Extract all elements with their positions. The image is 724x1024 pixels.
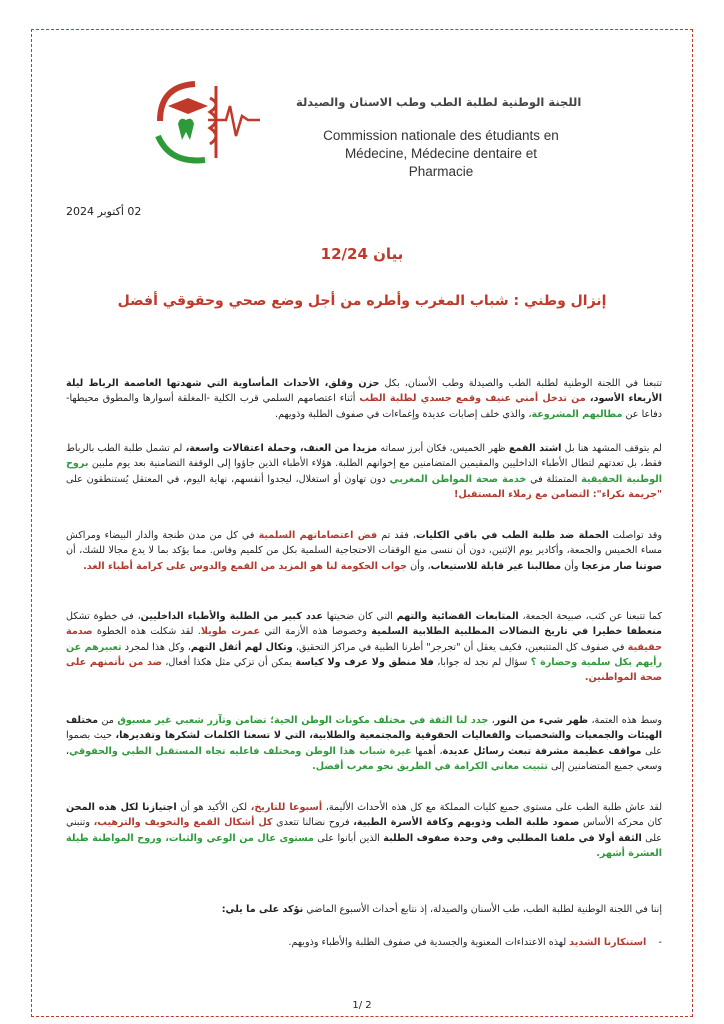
- text: كان محركه الأساس: [579, 817, 662, 829]
- text-bold: مزيدا من العنف، وحملة اعتقالات واسعة،: [185, 443, 378, 454]
- text: وأن: [561, 560, 582, 572]
- text: وقد تواصلت: [608, 530, 662, 541]
- text: لم تشمل طلبة الطب بالرباط فقط، بل تعدتهم لتطال الأطباء الداخليين والمقيمين المتضامنين مع إخوانهم الطلبة. هؤلاء الأطباء الذين جاؤوا إلى الوقفة التضامنية بعد يوم ملبين: [66, 443, 662, 470]
- text-bold: الاعتداءات المعنوية والجسدية: [429, 937, 546, 948]
- text: . لقد شكلت هذه الخطوة: [92, 626, 201, 638]
- text-green: خدمة صحة المواطن المغربي: [389, 473, 527, 485]
- text-red: "جريمة نكراء": التضامن مع زملاء المستقبل!: [454, 488, 662, 500]
- commission-logo: [150, 76, 270, 166]
- text: فروح نضالنا تتعدى: [272, 817, 354, 829]
- text-red: جواب الحكومة لنا هو المزيد من القمع والدوس على كرامة أطباء الغد.: [83, 560, 408, 572]
- text-red: فض اعتصاماتهم السلمية: [258, 530, 378, 541]
- text: تتبعنا في اللجنة الوطنية لطلبة الطب والصيدلة وطب الأسنان، بكل: [379, 378, 662, 389]
- text-bold: الثقة أولا في ملفنا المطلبي وفي وحدة صفوف الطلبة: [383, 832, 642, 844]
- text-red: كل أشكال القمع والتخويف والترهيب،: [93, 817, 273, 829]
- text: وتنبني على: [66, 817, 662, 844]
- text: أثناء اعتصامهم السلمي قرب الكلية -المغلقة أسوارها والمطوق محيطها- دفاعا عن: [66, 393, 662, 420]
- text: لكن الأكيد هو أن: [176, 802, 251, 813]
- header-arabic-name: اللجنة الوطنية لطلبة الطب وطب الاسنان والصيدلة: [296, 95, 582, 109]
- header-french-line1: Commission nationale des étudiants en: [323, 128, 559, 143]
- text: المتمثلة في: [526, 473, 582, 485]
- text-green: مطالبهم المشروعة: [531, 408, 623, 420]
- paragraph-5: [66, 713, 662, 774]
- text: ، وأن: [407, 560, 431, 572]
- text-green: غيرة شباب هذا الوطن ومختلف فاعليه تجاه المستقبل الطبي والحقوقي: [69, 745, 412, 757]
- text: يمكن أن تزكي مثل هكذا أفعال،: [161, 656, 296, 668]
- text: في كل من مدن طنجة والدار البيضاء ومراكش مساء الخميس والجمعة، وأكادير يوم الإثنين، دون أن ننسى منع الوقفات الاحتجاجية السلمية بكل من كلميم وفاس. مما يؤكد بما لا يدع مجالا للشك، أن: [66, 530, 662, 557]
- text: ، وسعي جميع المتضامنين إلى: [66, 745, 662, 772]
- text: دون تهاون أو استغلال، ليجدوا أنفسهم، نهاية اليوم، في المعتقل يُستنطقون على: [66, 473, 390, 485]
- document-date: 02 أكتوبر 2024: [66, 205, 142, 218]
- text: سؤال لم نجد له جوابا،: [433, 656, 531, 668]
- text-red: عمرت طويلا: [200, 626, 261, 638]
- list-item: [66, 937, 662, 948]
- text-green: تعبيرهم عن رأيهم بكل سلمية وحضارة ؟: [66, 641, 662, 668]
- statement-title: بيان 12/24: [320, 245, 404, 263]
- text: في صفوف كل المتتبعين، فكيف يعقل أن "تجرجر" أطرنا الطبية في مراكز التحقيق،: [292, 641, 628, 653]
- text: ، فقد تم: [377, 530, 416, 541]
- text: ، في خطوة تشكل: [66, 611, 141, 622]
- text: إننا في اللجنة الوطنية لطلبة الطب، طب الأسنان والصيدلة، إذ نتابع أحداث الأسبوع الماضي: [303, 904, 662, 915]
- text-green: جدد لنا الثقة في مختلف مكونات الوطن الحية؛ تضامن وتآزر شعبي غير مسبوق: [117, 715, 489, 726]
- text-bold: صوتنا صار مزعجا: [581, 560, 662, 572]
- text: الذين أبانوا على: [313, 832, 384, 844]
- text-bold: وتكال لهم أثقل التهم: [190, 641, 293, 653]
- text-bold: اجتيازنا لكل هذه المحن: [66, 802, 177, 813]
- text-bold: حزن وقلق، الأحداث المأساوية التي شهدتها العاصمة الرباط ليلة الأربعاء الأسود،: [66, 378, 662, 405]
- paragraph-1: [66, 376, 662, 422]
- text-bold: مختلف الهيئات والجمعيات والشخصيات والفعاليات الحقوقية والمجتمعية والطلابية، التي لا تسعنا الكلمات لشكرها وتقديرها،: [66, 715, 662, 742]
- text: ، وكل هذا لمجرد: [121, 641, 191, 653]
- text-bold: فلا منطق ولا عرف ولا كياسة: [295, 656, 434, 668]
- text: في صفوف الطلبة والأطباء وذويهم.: [288, 937, 430, 948]
- text: ، والذي خلف إصابات عديدة وإغماءات في صفوف الطلبة وذويهم.: [275, 408, 532, 420]
- text-bold: نؤكد على ما يلي:: [221, 904, 304, 915]
- text-green: بروح الوطنية الحقيقية: [66, 458, 663, 485]
- text-green: مستوى عال من الوعي والثبات، وروح المواطنة طيلة العشرة أشهر.: [66, 832, 662, 859]
- page-number: 1/ 2: [352, 1000, 372, 1011]
- text-bold: ظهر شيء من النور: [494, 715, 589, 726]
- header-french-line3: Pharmacie: [408, 164, 474, 179]
- text-red: أسبوعا للتاريخ،: [250, 802, 323, 813]
- text-bold: صمود طلبة الطب وذويهم وكافة الأسرة الطبية،: [353, 817, 580, 829]
- text-bold: اشتد القمع: [508, 443, 562, 454]
- text-red: صدمة حقيقية: [66, 626, 662, 653]
- header-french-line2: Médecine, Médecine dentaire et: [344, 146, 538, 161]
- bullet-dash: -: [646, 937, 662, 948]
- paragraph-6: [66, 800, 662, 861]
- text-bold: منعطفا خطيرا في تاريخ النضالات المطلبية الطلابية السلمية: [371, 626, 662, 638]
- text: لقد عاش طلبة الطب على مستوى جميع كليات المملكة مع كل هذه الأحداث الأليمة،: [322, 802, 663, 813]
- text-bold: مطالبنا غير قابلة للاستيعاب: [430, 560, 562, 572]
- text-bold: المتابعات القضائية والتهم: [396, 611, 519, 622]
- header-french-name: [306, 127, 576, 181]
- text: التي كان ضحيتها: [322, 611, 397, 622]
- text-green: تثبيت معاني الكرامة في الطريق نحو مغرب أفضل.: [312, 760, 548, 772]
- text: ، أهمها: [411, 745, 443, 757]
- text-bold: الحملة ضد طلبة الطب في باقي الكليات: [415, 530, 609, 541]
- text: ،: [488, 715, 495, 726]
- text: وسط هذه العتمة،: [588, 715, 662, 726]
- text-bold: مواقف عظيمة مشرفة تبعث رسائل عديدة: [442, 745, 642, 757]
- paragraph-4: [66, 609, 662, 685]
- text-bold: عدد كبير من الطلبة والأطباء الداخليين: [140, 611, 323, 622]
- paragraph-2: [66, 441, 662, 502]
- text: كما تتبعنا عن كثب، صبيحة الجمعة،: [518, 611, 662, 622]
- text: وخصوصا هذه الأزمة التي: [260, 626, 372, 638]
- text: لم يتوقف المشهد هنا بل: [561, 443, 662, 454]
- paragraph-7: [66, 902, 662, 917]
- text: من: [98, 715, 118, 726]
- text: ظهر الخميس، فكان أبرز سماته: [377, 443, 509, 454]
- text: حيث بصموا على: [66, 730, 662, 757]
- headline: إنزال وطني : شباب المغرب وأطره من أجل وضع صحي وحقوقي أفضل: [117, 293, 607, 309]
- text-red: استنكارنا الشديد: [569, 937, 647, 948]
- paragraph-3: [66, 528, 662, 574]
- text-red: من تدخل أمني عنيف وقمع جسدي لطلبة الطب: [359, 393, 586, 405]
- text: لهذه: [545, 937, 570, 948]
- text-red: ضد من نأتمنهم على صحة المواطنين.: [66, 656, 662, 684]
